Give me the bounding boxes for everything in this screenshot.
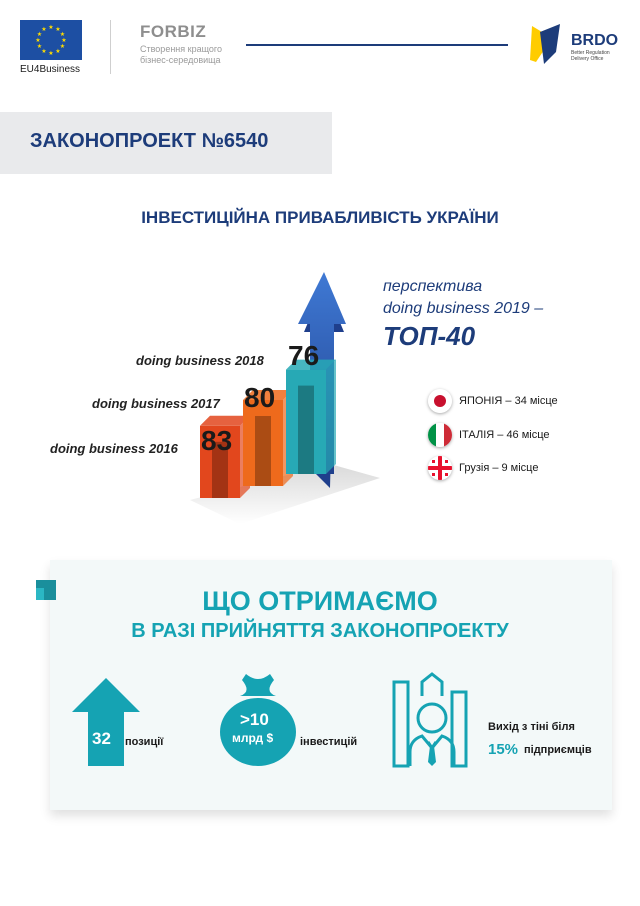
svg-text:★: ★ [48,50,54,57]
svg-text:★: ★ [61,37,67,44]
svg-text:★: ★ [35,37,41,44]
benefit-investment-unit: млрд $ [232,731,274,745]
japan-flag-icon [428,389,452,413]
brdo-title: BRDO [571,32,619,49]
benefit-investment-text: інвестицій [300,736,358,748]
rank-value-2017: 80 [244,382,276,413]
forbiz-title: FORBIZ [140,22,207,41]
benefit-shadow-line1: Вихід з тіні біля [488,721,575,733]
header-divider [110,20,111,74]
benefit-positions-text: позиції [125,736,164,748]
country-italy: ІТАЛІЯ – 46 місце [459,429,550,441]
svg-text:★: ★ [55,26,61,33]
italy-flag-icon [428,423,452,447]
brdo-subtitle: Better Regulation Delivery Office [571,50,610,62]
up-arrow-icon [72,678,140,766]
business-person-icon [388,672,482,768]
benefit-shadow-percent: 15% [488,741,519,758]
header-rule [246,44,508,46]
svg-text:★: ★ [48,24,54,31]
country-japan: ЯПОНІЯ – 34 місце [459,395,558,407]
svg-text:★: ★ [36,31,43,38]
rank-bar-2018 [286,360,336,474]
eu-flag-logo [20,20,82,60]
benefit-investment-amount: >10 [240,710,269,729]
benefit-shadow-line2: підприємців [524,744,592,756]
forbiz-subtitle: Створення кращого бізнес-середовища [140,44,222,65]
perspective-line2: doing business 2019 – [383,300,544,317]
svg-text:★: ★ [41,48,47,55]
perspective-text [383,276,543,320]
eu4business-label: EU4Business [20,64,81,75]
svg-text:★: ★ [59,31,66,38]
svg-text:★: ★ [55,48,61,55]
label-db-2018: doing business 2018 [136,353,264,368]
perspective-target: ТОП-40 [383,321,476,351]
svg-text:★: ★ [36,43,43,50]
section2-title-line2: В РАЗІ ПРИЙНЯТТЯ ЗАКОНОПРОЕКТУ [131,620,509,642]
svg-text:★: ★ [59,43,66,50]
svg-text:★: ★ [41,26,47,33]
section1-title: ІНВЕСТИЦІЙНА ПРИВАБЛИВІСТЬ УКРАЇНИ [141,208,499,227]
country-georgia: Грузія – 9 місце [459,462,539,474]
georgia-flag-icon [428,456,452,480]
rank-value-2016: 83 [201,425,233,456]
benefit-positions-number: 32 [92,729,111,748]
section2-title-line1: ЩО ОТРИМАЄМО [202,586,438,616]
page-title: ЗАКОНОПРОЕКТ №6540 [30,130,269,152]
label-db-2016: doing business 2016 [50,441,178,456]
rank-value-2018: 76 [288,340,320,371]
brdo-logo-icon [530,22,560,66]
perspective-line1: перспектива [383,278,483,295]
label-db-2017: doing business 2017 [92,396,220,411]
